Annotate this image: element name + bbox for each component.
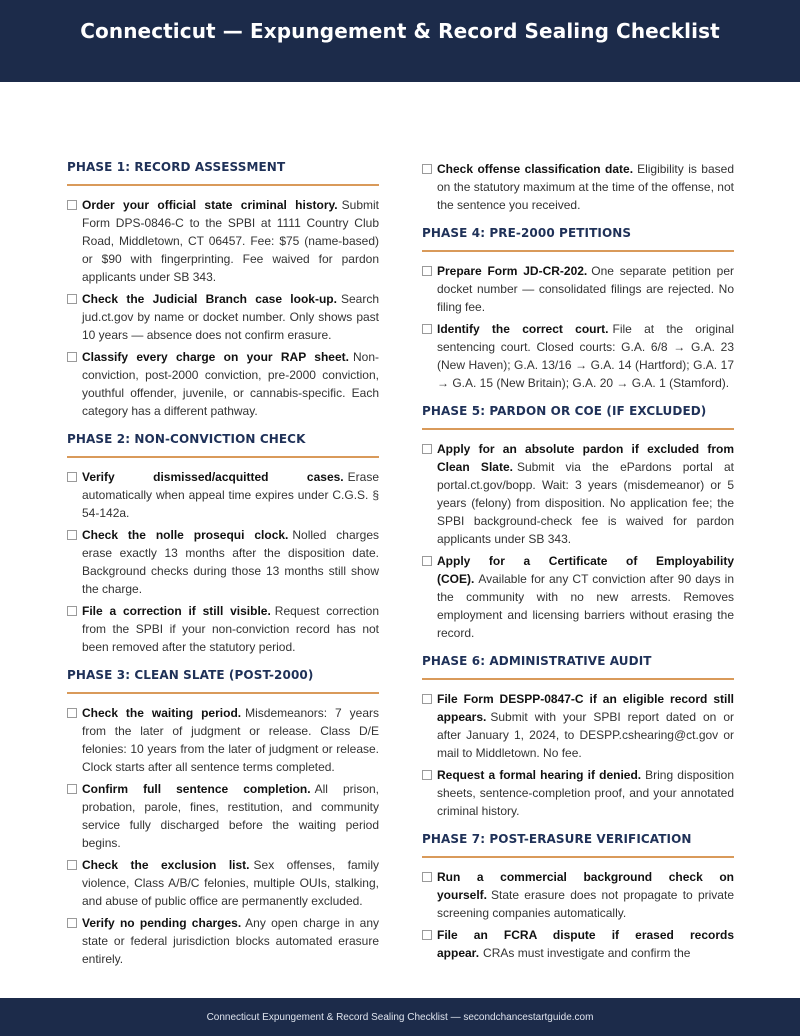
item-body: Request correction from the SPBI if your non-conviction record has not been removed after the statutory period. [82,604,379,654]
item-lead: Identify the correct court. [437,322,609,336]
item-lead: Run a commercial background check on yourself. [437,870,734,902]
phase-section [67,668,379,968]
item-lead: Classify every charge on your RAP sheet. [82,350,349,364]
checkbox[interactable] [67,472,77,482]
item-text [437,320,734,392]
item-text [437,766,734,820]
footer-text: Connecticut Expungement & Record Sealing Checklist — secondchancestartguide.com [206,1011,594,1023]
right-column [422,160,734,980]
item-lead: Check the exclusion list. [82,858,250,872]
item-text [82,602,379,656]
item-text [82,290,379,344]
checkbox[interactable] [422,694,432,704]
checklist-item [422,766,734,820]
item-body: Sex offenses, family violence, Class A/B/C felonies, multiple OUIs, stalking, and abuse of public office are permanently excluded. [82,858,379,908]
item-body: One separate petition per docket number — consolidated filings are rejected. No filing fee. [437,264,734,314]
checkbox[interactable] [67,708,77,718]
checkbox[interactable] [67,530,77,540]
item-lead: Prepare Form JD-CR-202. [437,264,588,278]
item-lead: Check the Judicial Branch case look-up. [82,292,337,306]
checklist-item [67,602,379,656]
item-lead: Check offense classification date. [437,162,634,176]
phase-section [67,432,379,656]
item-body: Non-conviction, post-2000 conviction, pre-2000 conviction, youthful offender, juvenile, or cannabis-specific. Each category has a different pathway. [82,350,379,418]
phase-title: PHASE 1: RECORD ASSESSMENT [67,160,379,186]
checkbox[interactable] [422,930,432,940]
checklist-item [67,914,379,968]
item-body: Eligibility is based on the statutory maximum at the time of the offense, not the sentence you received. [437,162,734,212]
item-body: Submit Form DPS-0846-C to the SPBI at 1111 Country Club Road, Middletown, CT 06457. Fee: $75 (name-based) or $90 with fingerprinting. Fee waived for pardon applicants under SB 343. [82,198,379,284]
checkbox[interactable] [422,324,432,334]
phase-title: PHASE 2: NON-CONVICTION CHECK [67,432,379,458]
item-lead: File a correction if still visible. [82,604,271,618]
checklist-item [67,856,379,910]
checkbox[interactable] [67,200,77,210]
item-lead: Check the waiting period. [82,706,242,720]
phase-section [422,226,734,392]
item-body: Submit with your SPBI report dated on or after January 1, 2024, to DESPP.cshearing@ct.gov or mail to Middletown. No fee. [437,710,734,760]
item-lead: Apply for a Certificate of Employability (COE). [437,554,734,586]
item-text [437,690,734,762]
checklist-item [422,868,734,922]
phase-section [422,404,734,642]
checklist-item [422,262,734,316]
checkbox[interactable] [67,294,77,304]
item-body: Nolled charges erase exactly 13 months after the disposition date. Background checks during those 13 months still show the charge. [82,528,379,596]
checklist-item [422,160,734,214]
item-body: State erasure does not propagate to private screening companies automatically. [437,888,734,920]
phase-title: PHASE 5: PARDON OR COE (IF EXCLUDED) [422,404,734,430]
item-text [437,262,734,316]
item-text [437,440,734,548]
page-footer [0,998,800,1036]
checklist-item [67,780,379,852]
checklist-item [67,704,379,776]
item-lead: Order your official state criminal history. [82,198,338,212]
item-body: Available for any CT conviction after 90 days in the community with no new arrests. Removes employment and licensing barriers without erasing the record. [437,572,734,640]
checklist-item [422,320,734,392]
item-text [82,196,379,286]
item-lead: Request a formal hearing if denied. [437,768,642,782]
checklist-item [422,926,734,962]
phase-title: PHASE 4: PRE-2000 PETITIONS [422,226,734,252]
checkbox[interactable] [422,164,432,174]
item-body: Any open charge in any state or federal jurisdiction blocks automated erasure entirely. [82,916,379,966]
item-text [82,856,379,910]
item-body: Erase automatically when appeal time expires under C.G.S. § 54-142a. [82,470,379,520]
item-body: Bring disposition sheets, sentence-completion proof, and your annotated criminal history. [437,768,734,818]
item-text [437,552,734,642]
checkbox[interactable] [422,266,432,276]
checklist-item [67,468,379,522]
item-text [437,160,734,214]
phase-title: PHASE 6: ADMINISTRATIVE AUDIT [422,654,734,680]
phase-title: PHASE 3: CLEAN SLATE (POST-2000) [67,668,379,694]
checklist-item [422,552,734,642]
checkbox[interactable] [67,784,77,794]
item-text [82,914,379,968]
item-lead: File Form DESPP-0847-C if an eligible record still appears. [437,692,734,724]
left-column [67,160,379,980]
item-text [82,780,379,852]
checklist-item [67,348,379,420]
item-text [82,526,379,598]
item-lead: Verify no pending charges. [82,916,242,930]
item-body: Misdemeanors: 7 years from the later of judgment or release. Class D/E felonies: 10 years from the later of judgment or release. Clock starts after all sentence terms completed. [82,706,379,774]
item-text [82,468,379,522]
checklist-item [67,290,379,344]
phase-section [422,832,734,962]
checklist-item [67,526,379,598]
item-body: File at the original sentencing court. Closed courts: G.A. 6/8 → G.A. 23 (New Haven); G.A. 13/16 → G.A. 14 (Hartford); G.A. 17 → G.A. 15 (New Britain); G.A. 20 → G.A. 1 (Stamford). [437,322,734,390]
item-text [82,348,379,420]
item-lead: Apply for an absolute pardon if excluded from Clean Slate. [437,442,734,474]
phase-section [67,160,379,420]
checkbox[interactable] [422,770,432,780]
right-phases [422,226,734,962]
item-body: Submit via the ePardons portal at portal.ct.gov/bopp. Wait: 3 years (misdemeanor) or 5 years (felony) from disposition. No application fee; the SPBI background-check fee is waived for pardon applicants under SB 343. [437,460,734,546]
item-text [437,926,734,962]
checkbox[interactable] [67,918,77,928]
item-body: All prison, probation, parole, fines, restitution, and community service fully discharged before the waiting period begins. [82,782,379,850]
checklist-item [422,440,734,548]
item-body: CRAs must investigate and confirm the [483,946,691,960]
phase-section [422,654,734,820]
checkbox[interactable] [67,860,77,870]
checklist-item [67,196,379,286]
page-header [0,0,800,82]
phase-title: PHASE 7: POST-ERASURE VERIFICATION [422,832,734,858]
item-lead: Confirm full sentence completion. [82,782,311,796]
checkbox[interactable] [422,556,432,566]
item-body: Search jud.ct.gov by name or docket number. Only shows past 10 years — absence does not confirm erasure. [82,292,379,342]
item-lead: Verify dismissed/acquitted cases. [82,470,344,484]
checkbox[interactable] [422,872,432,882]
page-title: Connecticut — Expungement & Record Sealing Checklist [80,19,720,43]
item-text [82,704,379,776]
checkbox[interactable] [67,352,77,362]
item-lead: Check the nolle prosequi clock. [82,528,289,542]
item-lead: File an FCRA dispute if erased records appear. [437,928,734,960]
checkbox[interactable] [67,606,77,616]
item-text [437,868,734,922]
checklist-item [422,690,734,762]
checkbox[interactable] [422,444,432,454]
